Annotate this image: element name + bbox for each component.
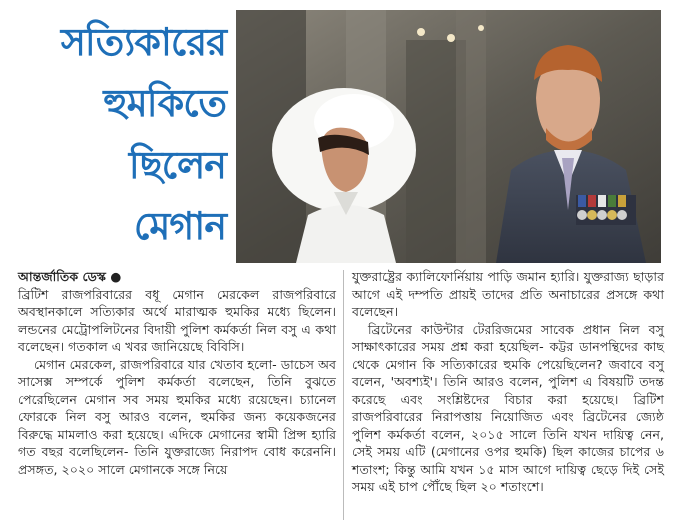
news-photo (236, 10, 661, 263)
dateline: আন্তর্জাতিক ডেস্ক ● (18, 269, 122, 284)
article-column-left (18, 268, 336, 478)
headline (14, 14, 226, 254)
headline-line-4: মেগান (133, 203, 226, 248)
headline-line-2: হুমকিতে (103, 81, 226, 126)
headline-line-3: ছিলেন (128, 142, 226, 187)
article-paragraph: মেগান মেরকেল, রাজপরিবারে যার খেতাব হলো- ডাচেস অব সাসেক্স সম্পর্কে পুলিশ কর্মকর্তা বলেছেন, তিনি বুঝতে পেরেছিলেন মেগান সব সময় হুমকির মধ্যে রয়েছেন। চ্যানেল ফোরকে নিল বসু আরও বলেন, হুমকির জন্য কয়েকজনের বিরুদ্ধে মামলাও করা হয়েছে। এদিকে মেগানের স্বামী প্রিন্স হ্যারি গত বছর বলেছিলেন- তিনি যুক্তরাজ্যে নিরাপদ বোধ করেননি। প্রসঙ্গত, ২০২০ সালে মেগানকে সঙ্গে নিয়ে (18, 356, 336, 477)
headline-line-1: সত্যিকারের (60, 20, 226, 64)
column-divider (343, 270, 344, 520)
article-column-right (352, 268, 664, 496)
article-paragraph: ব্রিটিশ রাজপরিবারের বধূ মেগান মেরকেল রাজপরিবারে অবস্থানকালে সত্যিকার অর্থে মারাত্মক হুমকির মধ্যে ছিলেন। লন্ডনের মেট্রোপলিটনের বিদায়ী পুলিশ কর্মকর্তা নিল বসু এ কথা বলেছেন। গতকাল এ খবর জানিয়েছে বিবিসি। (18, 286, 336, 354)
article-paragraph: ব্রিটেনের কাউন্টার টেররিজমের সাবেক প্রধান নিল বসু সাক্ষাৎকারের সময় প্রশ্ন করা হয়েছিল- কট্টর ডানপন্থিদের কাছ থেকে মেগান কি সত্যিকারের হুমকি পেয়েছিলেন? জবাবে বসু বলেন, 'অবশ্যই'। তিনি আরও বলেন, পুলিশ এ বিষয়টি তদন্ত করেছে এবং সংশ্লিষ্টদের বিচার করা হয়েছে। ব্রিটিশ রাজপরিবারের নিরাপত্তায় নিয়োজিত এবং ব্রিটেনের জ্যেষ্ঠ পুলিশ কর্মকর্তা বলেন, ২০১৫ সালে তিনি যখন দায়িত্ব নেন, সেই সময় এটি (মেগানের ওপর হুমকি) ছিল কাজের চাপের ৬ শতাংশ; কিন্তু আমি যখন ১৫ মাস আগে দায়িত্ব ছেড়ে দিই সেই সময় এই চাপ পৌঁছে ছিল ২০ শতাংশে। (352, 321, 664, 494)
article-paragraph: যুক্তরাষ্ট্রের ক্যালিফোর্নিয়ায় পাড়ি জমান হ্যারি। যুক্তরাজ্য ছাড়ার আগে এই দম্পতি প্রায়ই তাদের প্রতি অনাচারের প্রসঙ্গে কথা বলেছেন। (352, 269, 664, 319)
